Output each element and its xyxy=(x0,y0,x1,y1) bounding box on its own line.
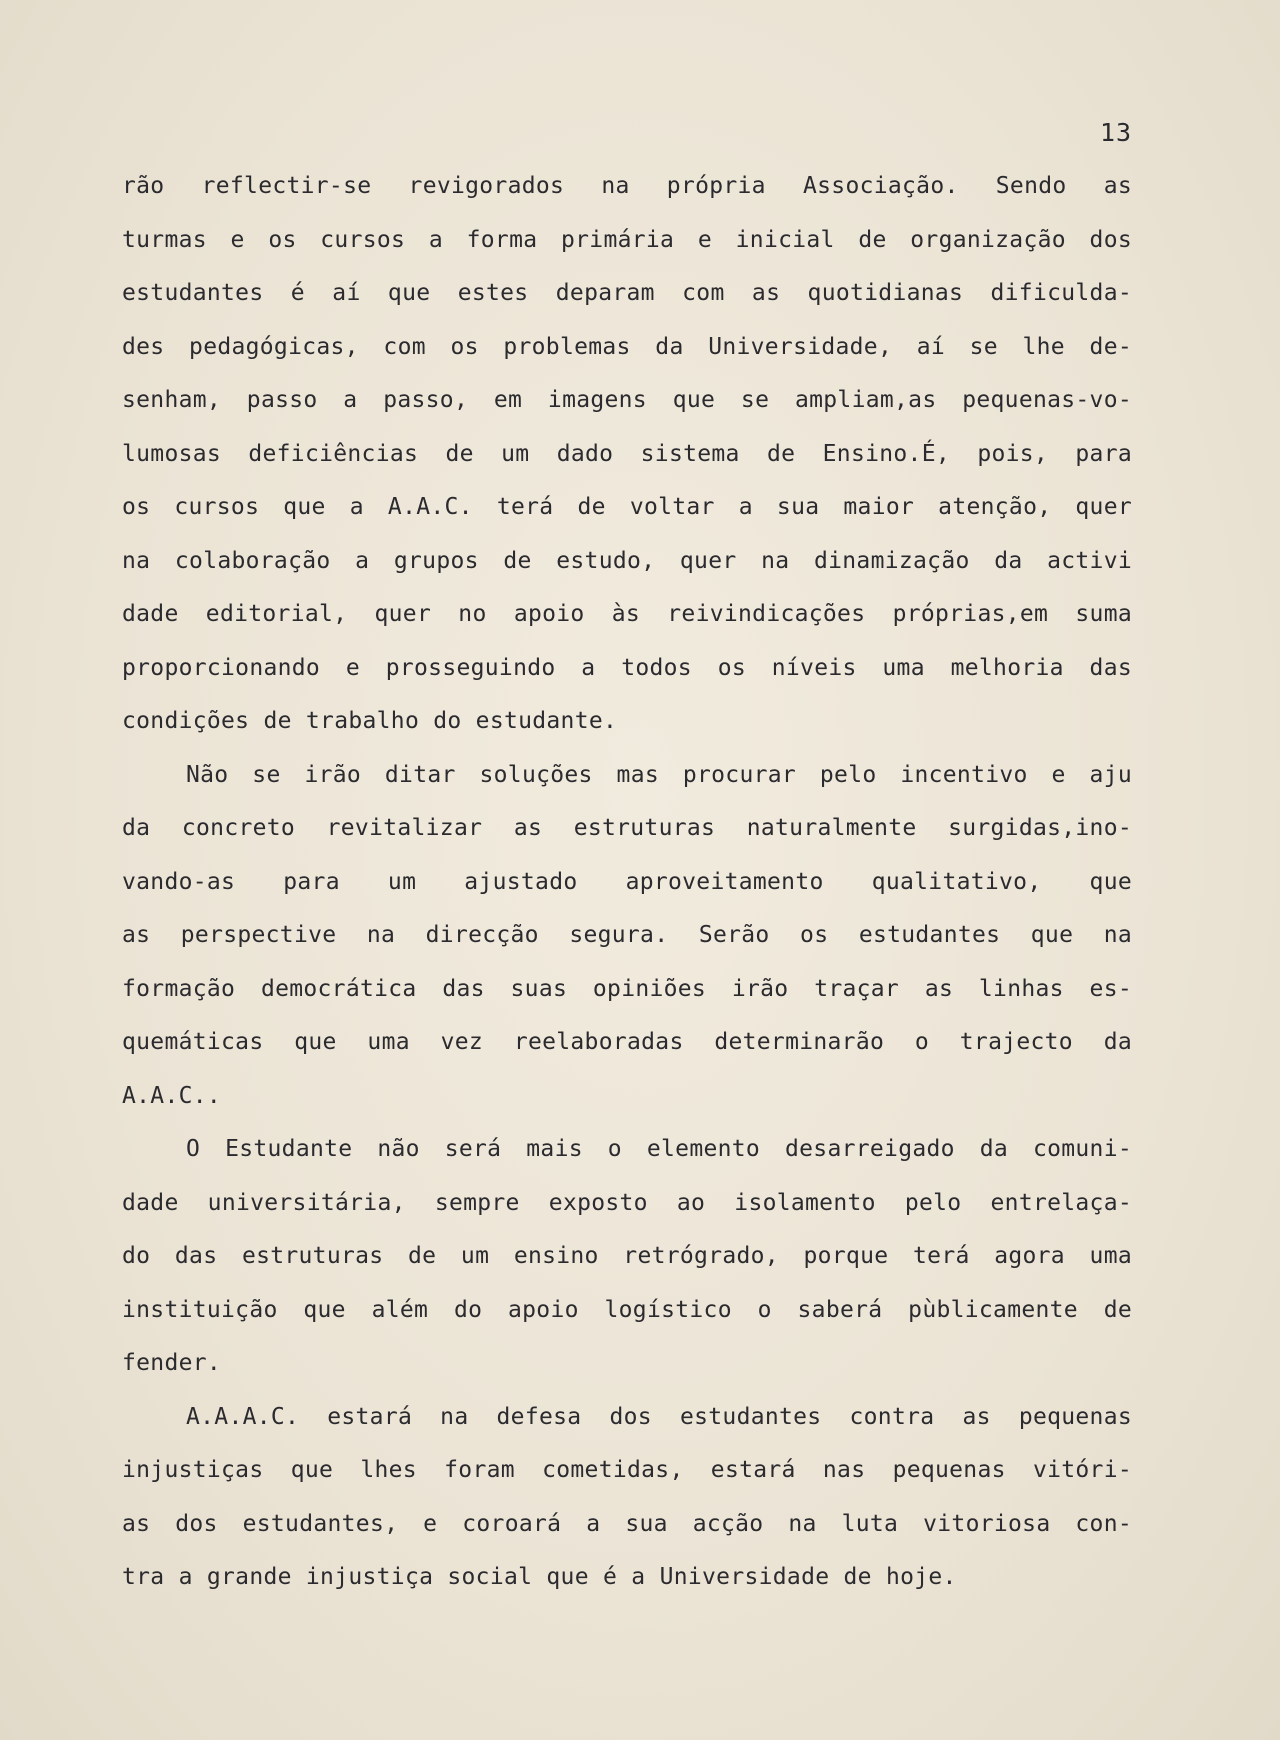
text-line: A.A.C.. xyxy=(122,1082,222,1109)
text-line: as perspective na direcção segura. Serão os estudantes que na xyxy=(122,922,1132,948)
text-line: injustiças que lhes foram cometidas, estará nas pequenas vitóri- xyxy=(122,1457,1132,1483)
text-line: rão reflectir-se revigorados na própria Associação. Sendo as xyxy=(122,173,1132,199)
text-line: tra a grande injustiça social que é a Universidade de hoje. xyxy=(122,1564,957,1590)
text-line: O Estudante não será mais o elemento desarreigado da comuni- xyxy=(186,1136,1132,1162)
text-line: vando-as para um ajustado aproveitamento qualitativo, que xyxy=(122,868,1132,895)
text-line: do das estruturas de um ensino retrógrado, porque terá agora uma xyxy=(122,1243,1132,1269)
text-line: dade editorial, quer no apoio às reivindicações próprias,em suma xyxy=(122,601,1132,627)
text-line: quemáticas que uma vez reelaboradas determinarão o trajecto da xyxy=(122,1029,1132,1055)
text-line: turmas e os cursos a forma primária e inicial de organização dos xyxy=(122,226,1132,253)
text-line: fender. xyxy=(122,1350,222,1376)
text-line: Não se irão ditar soluções mas procurar pelo incentivo e aju xyxy=(186,761,1132,788)
text-line: na colaboração a grupos de estudo, quer na dinamização da activi xyxy=(122,547,1132,574)
text-line: dade universitária, sempre exposto ao isolamento pelo entrelaça- xyxy=(122,1189,1132,1216)
text-line: condições de trabalho do estudante. xyxy=(122,708,618,734)
text-line: lumosas deficiências de um dado sistema de Ensino.É, pois, para xyxy=(122,440,1132,467)
text-line: as dos estudantes, e coroará a sua acção na luta vitoriosa con- xyxy=(122,1510,1132,1537)
text-line: formação democrática das suas opiniões irão traçar as linhas es- xyxy=(122,975,1132,1002)
text-line: A.A.A.C. estará na defesa dos estudantes contra as pequenas xyxy=(186,1403,1132,1430)
text-line: proporcionando e prosseguindo a todos os níveis uma melhoria das xyxy=(122,654,1132,681)
text-line: des pedagógicas, com os problemas da Universidade, aí se lhe de- xyxy=(122,333,1132,360)
text-line: instituição que além do apoio logístico o saberá pùblicamente de xyxy=(122,1296,1132,1323)
text-line: os cursos que a A.A.C. terá de voltar a sua maior atenção, quer xyxy=(122,494,1132,520)
text-line: estudantes é aí que estes deparam com as quotidianas dificulda- xyxy=(122,280,1132,306)
text-line: da concreto revitalizar as estruturas naturalmente surgidas,ino- xyxy=(122,815,1132,841)
body-text xyxy=(122,160,1132,1605)
text-line: senham, passo a passo, em imagens que se ampliam,as pequenas-vo- xyxy=(122,387,1132,413)
page-number: 13 xyxy=(1100,118,1133,147)
